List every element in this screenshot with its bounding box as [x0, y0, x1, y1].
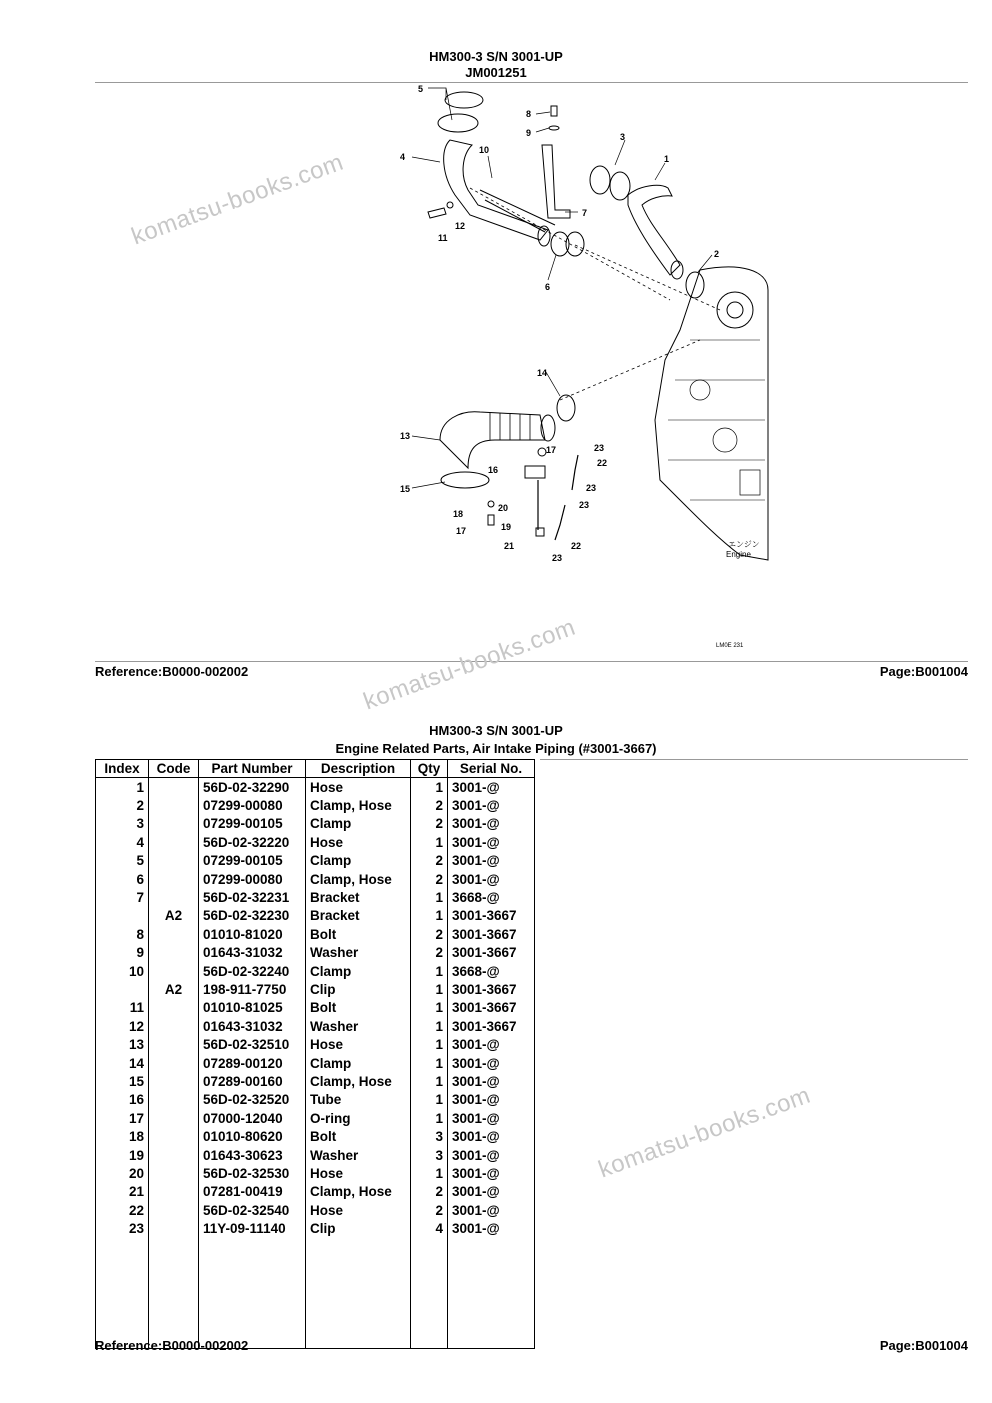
cell-code	[149, 1201, 199, 1219]
cell-serial: 3001-@	[448, 1091, 535, 1109]
clamp-15	[441, 472, 489, 488]
hose-13-ribs	[490, 413, 530, 440]
cell-code	[149, 852, 199, 870]
watermark-2: komatsu-books.com	[360, 613, 580, 716]
cell-description: Bolt	[306, 1127, 411, 1145]
cell-serial: 3001-3667	[448, 1017, 535, 1035]
cell-code	[149, 1183, 199, 1201]
turbo-inlet	[727, 302, 743, 318]
cell-description: Hose	[306, 1201, 411, 1219]
cell-description: Clamp, Hose	[306, 796, 411, 814]
leader-15	[412, 482, 445, 488]
cell-index: 17	[96, 1109, 149, 1127]
callout-1: 1	[664, 154, 670, 164]
cell-index: 8	[96, 925, 149, 943]
watermark-1: komatsu-books.com	[128, 148, 348, 251]
leader-4	[412, 157, 440, 162]
cell-serial: 3001-@	[448, 1146, 535, 1164]
cell-index: 19	[96, 1146, 149, 1164]
cell-index	[96, 980, 149, 998]
table-header-rule	[540, 759, 968, 760]
cell-code	[149, 888, 199, 906]
callout-23c: 23	[579, 500, 590, 510]
cell-qty: 1	[411, 1109, 448, 1127]
table-row	[96, 1054, 535, 1072]
cell-part-number: 56D-02-32530	[199, 1164, 306, 1182]
cell-qty: 1	[411, 1035, 448, 1053]
cell-serial: 3001-@	[448, 1201, 535, 1219]
cell-index: 22	[96, 1201, 149, 1219]
cell-code	[149, 1054, 199, 1072]
cell-description: Clamp	[306, 815, 411, 833]
cell-part-number: 56D-02-32540	[199, 1201, 306, 1219]
cell-index: 21	[96, 1183, 149, 1201]
engine-part-a	[690, 380, 710, 400]
cell-part-number: 56D-02-32231	[199, 888, 306, 906]
callout-17: 17	[546, 445, 557, 455]
cell-part-number: 01643-30623	[199, 1146, 306, 1164]
cell-qty: 2	[411, 796, 448, 814]
cell-description: Clamp, Hose	[306, 1072, 411, 1090]
leader-8	[536, 112, 550, 114]
cell-serial: 3001-@	[448, 778, 535, 797]
cell-part-number: 01010-81020	[199, 925, 306, 943]
callout-4: 4	[400, 152, 406, 162]
filler-cell	[199, 1238, 306, 1349]
callout-8: 8	[526, 109, 532, 119]
cell-qty: 1	[411, 1017, 448, 1035]
exploded-parts-diagram	[0, 0, 992, 660]
table-row	[96, 1109, 535, 1127]
cell-code	[149, 833, 199, 851]
table-row	[96, 962, 535, 980]
filler-cell	[306, 1238, 411, 1349]
cell-description: Hose	[306, 833, 411, 851]
cell-part-number: 07000-12040	[199, 1109, 306, 1127]
engine-part-c	[740, 470, 760, 495]
engine-label: Engine	[726, 550, 751, 559]
cell-part-number: 56D-02-32230	[199, 907, 306, 925]
callout-23a: 23	[594, 443, 605, 453]
cell-qty: 2	[411, 944, 448, 962]
leader-1	[655, 163, 665, 180]
cell-index: 13	[96, 1035, 149, 1053]
cell-description: Washer	[306, 1017, 411, 1035]
cell-part-number: 01010-80620	[199, 1127, 306, 1145]
cell-description: Clamp	[306, 1054, 411, 1072]
callout-20: 19	[501, 522, 512, 532]
cell-qty: 2	[411, 925, 448, 943]
table-row	[96, 944, 535, 962]
table-row	[96, 1201, 535, 1219]
cell-part-number: 56D-02-32240	[199, 962, 306, 980]
table-row	[96, 1146, 535, 1164]
cell-index: 3	[96, 815, 149, 833]
callout-13: 13	[400, 431, 411, 441]
table-header-row	[96, 760, 535, 778]
cell-part-number: 01010-81025	[199, 999, 306, 1017]
cell-code	[149, 778, 199, 797]
table-page-title: HM300-3 S/N 3001-UP	[429, 723, 563, 738]
cell-description: Hose	[306, 1164, 411, 1182]
callout-3: 3	[620, 132, 626, 142]
cell-part-number: 07289-00160	[199, 1072, 306, 1090]
cell-description: Hose	[306, 778, 411, 797]
cell-qty: 2	[411, 1183, 448, 1201]
cell-part-number: 56D-02-32290	[199, 778, 306, 797]
table-row	[96, 852, 535, 870]
filler-cell	[149, 1238, 199, 1349]
cell-part-number: 11Y-09-11140	[199, 1219, 306, 1237]
engine-outline	[655, 267, 768, 560]
col-qty: Qty	[411, 760, 448, 778]
leader-3	[615, 140, 625, 165]
bracket-7-shape	[542, 145, 570, 218]
cell-serial: 3001-3667	[448, 999, 535, 1017]
clamp-21-shape	[536, 528, 544, 536]
callout-14: 14	[537, 368, 548, 378]
table-row	[96, 1091, 535, 1109]
cell-part-number: 07299-00105	[199, 852, 306, 870]
watermark-3: komatsu-books.com	[595, 1081, 815, 1184]
cell-code	[149, 1164, 199, 1182]
table-row	[96, 796, 535, 814]
turbo-housing	[717, 292, 753, 328]
table-row	[96, 980, 535, 998]
cell-index: 12	[96, 1017, 149, 1035]
cell-serial: 3001-@	[448, 1072, 535, 1090]
cell-qty: 1	[411, 888, 448, 906]
callout-21b: 21	[504, 541, 515, 551]
table-row	[96, 778, 535, 797]
cell-part-number: 07299-00105	[199, 815, 306, 833]
cell-qty: 1	[411, 1164, 448, 1182]
cell-serial: 3001-@	[448, 1164, 535, 1182]
cell-description: Clamp, Hose	[306, 870, 411, 888]
cell-part-number: 07299-00080	[199, 796, 306, 814]
cell-part-number: 07299-00080	[199, 870, 306, 888]
cell-description: Tube	[306, 1091, 411, 1109]
col-description: Description	[306, 760, 411, 778]
bolt-8-shape	[551, 106, 557, 116]
cell-part-number: 56D-02-32520	[199, 1091, 306, 1109]
cell-qty: 1	[411, 907, 448, 925]
cell-qty: 1	[411, 1072, 448, 1090]
cell-index: 1	[96, 778, 149, 797]
cell-code: A2	[149, 907, 199, 925]
table-row	[96, 925, 535, 943]
cell-part-number: 198-911-7750	[199, 980, 306, 998]
leader-lower	[560, 340, 700, 400]
drawing-code: LM0E 231	[716, 643, 744, 649]
col-serial: Serial No.	[448, 760, 535, 778]
washer-9-shape	[549, 126, 559, 130]
cell-qty: 1	[411, 962, 448, 980]
cell-index: 11	[96, 999, 149, 1017]
bolt-11-shape	[428, 208, 446, 218]
filler-cell	[448, 1238, 535, 1349]
cell-description: Bolt	[306, 999, 411, 1017]
cell-description: Bracket	[306, 888, 411, 906]
leader-13	[412, 436, 440, 440]
cell-description: Washer	[306, 944, 411, 962]
cell-part-number: 01643-31032	[199, 1017, 306, 1035]
leader-mid	[575, 245, 720, 310]
cell-index: 14	[96, 1054, 149, 1072]
cell-qty: 2	[411, 852, 448, 870]
cell-qty: 1	[411, 980, 448, 998]
clamp-3b	[610, 172, 630, 200]
cell-serial: 3001-@	[448, 852, 535, 870]
engine-detail-lines	[668, 340, 765, 500]
cell-qty: 1	[411, 1054, 448, 1072]
engine-part-b	[713, 428, 737, 452]
leader-upper	[470, 188, 670, 300]
callout-9: 9	[526, 128, 532, 138]
cell-part-number: 56D-02-32510	[199, 1035, 306, 1053]
cell-code	[149, 999, 199, 1017]
table-row	[96, 907, 535, 925]
cell-index: 10	[96, 962, 149, 980]
filler-cell	[96, 1238, 149, 1349]
washer-12-shape	[447, 202, 453, 208]
cell-index: 9	[96, 944, 149, 962]
cell-serial: 3001-3667	[448, 944, 535, 962]
cell-serial: 3001-@	[448, 833, 535, 851]
table-row	[96, 999, 535, 1017]
page-number-2: Page:B001004	[879, 1338, 968, 1353]
cell-code	[149, 815, 199, 833]
cell-index: 7	[96, 888, 149, 906]
callout-19: 18	[453, 509, 464, 519]
table-row	[96, 870, 535, 888]
callout-5: 5	[418, 84, 424, 94]
leader-9	[536, 128, 549, 132]
col-code: Code	[149, 760, 199, 778]
cell-description: Bracket	[306, 907, 411, 925]
cell-description: Clip	[306, 980, 411, 998]
bolt-18-shape	[488, 515, 494, 525]
engine-label-jp: エンジン	[728, 540, 760, 549]
cell-code	[149, 870, 199, 888]
cell-qty: 2	[411, 870, 448, 888]
cell-serial: 3001-@	[448, 1127, 535, 1145]
table-row	[96, 1017, 535, 1035]
hose-1-end	[671, 261, 683, 279]
footer-rule-1	[95, 661, 968, 662]
cell-serial: 3001-@	[448, 1035, 535, 1053]
parts-table	[95, 759, 535, 1349]
table-row	[96, 888, 535, 906]
clamp-3a	[590, 166, 610, 194]
cell-serial: 3001-@	[448, 1183, 535, 1201]
cell-qty: 1	[411, 1091, 448, 1109]
leader-14	[546, 372, 560, 396]
cell-description: Clamp	[306, 852, 411, 870]
cell-serial: 3001-3667	[448, 980, 535, 998]
col-index: Index	[96, 760, 149, 778]
cell-code	[149, 1091, 199, 1109]
cell-description: O-ring	[306, 1109, 411, 1127]
cell-part-number: 01643-31032	[199, 944, 306, 962]
cell-description: Clip	[306, 1219, 411, 1237]
cell-code	[149, 1017, 199, 1035]
cell-serial: 3001-@	[448, 870, 535, 888]
cell-code	[149, 944, 199, 962]
cell-code	[149, 1219, 199, 1237]
cell-code	[149, 1146, 199, 1164]
table-row	[96, 1164, 535, 1182]
cell-serial: 3668-@	[448, 962, 535, 980]
callout-10: 10	[479, 145, 490, 155]
clamp-14	[557, 395, 575, 421]
cell-description: Bolt	[306, 925, 411, 943]
callout-15: 15	[400, 484, 411, 494]
cell-serial: 3001-3667	[448, 925, 535, 943]
cell-qty: 3	[411, 1127, 448, 1145]
cell-qty: 3	[411, 1146, 448, 1164]
cell-description: Clamp, Hose	[306, 1183, 411, 1201]
table-row	[96, 1219, 535, 1237]
cell-code	[149, 1035, 199, 1053]
cell-code	[149, 1127, 199, 1145]
cell-index: 6	[96, 870, 149, 888]
cell-index: 4	[96, 833, 149, 851]
callout-21a: 20	[498, 503, 509, 513]
cell-index	[96, 907, 149, 925]
cell-code	[149, 796, 199, 814]
parts-table-body	[96, 778, 535, 1349]
cell-serial: 3001-@	[448, 815, 535, 833]
callout-22a: 22	[597, 458, 608, 468]
clamp-5a	[438, 114, 478, 132]
callout-18: 17	[456, 526, 467, 536]
cell-qty: 1	[411, 833, 448, 851]
cell-code	[149, 925, 199, 943]
reference-1: Reference:B0000-002002	[95, 664, 249, 679]
callout-23b: 23	[586, 483, 597, 493]
table-filler-row	[96, 1238, 535, 1349]
table-row	[96, 815, 535, 833]
cell-code	[149, 1072, 199, 1090]
cell-index: 15	[96, 1072, 149, 1090]
cell-qty: 1	[411, 999, 448, 1017]
table-row	[96, 1127, 535, 1145]
filler-cell	[411, 1238, 448, 1349]
cell-index: 20	[96, 1164, 149, 1182]
diagram-page-title: HM300-3 S/N 3001-UP	[429, 49, 563, 64]
o-ring-17-shape	[538, 448, 546, 456]
callout-7: 7	[582, 208, 588, 218]
cell-serial: 3001-@	[448, 1054, 535, 1072]
cell-serial: 3668-@	[448, 888, 535, 906]
cell-serial: 3001-@	[448, 796, 535, 814]
cell-index: 5	[96, 852, 149, 870]
callout-6: 6	[545, 282, 551, 292]
page-number-1: Page:B001004	[879, 664, 968, 679]
col-part-number: Part Number	[199, 760, 306, 778]
cell-code: A2	[149, 980, 199, 998]
hose-1-shape	[628, 185, 680, 275]
cell-index: 2	[96, 796, 149, 814]
reference-2: Reference:B0000-002002	[95, 1338, 249, 1353]
table-row	[96, 833, 535, 851]
leader-6	[548, 255, 556, 280]
callout-22b: 22	[571, 541, 582, 551]
table-row	[96, 1035, 535, 1053]
cell-index: 18	[96, 1127, 149, 1145]
callout-2: 2	[714, 249, 720, 259]
cell-index: 16	[96, 1091, 149, 1109]
hose-22b-shape	[555, 505, 565, 540]
cell-serial: 3001-@	[448, 1109, 535, 1127]
cell-code	[149, 1109, 199, 1127]
hose-13-shape	[440, 412, 545, 468]
cell-part-number: 07281-00419	[199, 1183, 306, 1201]
callout-11: 11	[438, 233, 448, 243]
cell-part-number: 56D-02-32220	[199, 833, 306, 851]
table-page-subtitle: Engine Related Parts, Air Intake Piping (#3001-3667)	[335, 741, 657, 756]
cell-description: Washer	[306, 1146, 411, 1164]
table-row	[96, 1183, 535, 1201]
leader-10	[488, 156, 492, 178]
callout-23d: 23	[552, 553, 563, 563]
clamp-5b	[445, 92, 483, 108]
cell-code	[149, 962, 199, 980]
callout-16: 16	[488, 465, 499, 475]
cell-qty: 2	[411, 815, 448, 833]
figure-id: JM001251	[465, 65, 527, 80]
cell-serial: 3001-3667	[448, 907, 535, 925]
cell-qty: 4	[411, 1219, 448, 1237]
cell-index: 23	[96, 1219, 149, 1237]
cell-description: Clamp	[306, 962, 411, 980]
cell-qty: 2	[411, 1201, 448, 1219]
cell-qty: 1	[411, 778, 448, 797]
hose-22a-shape	[572, 455, 578, 490]
callout-12: 12	[455, 221, 466, 231]
cell-description: Hose	[306, 1035, 411, 1053]
cell-serial: 3001-@	[448, 1219, 535, 1237]
table-row	[96, 1072, 535, 1090]
tube-16-shape	[525, 466, 545, 478]
washer-19-shape	[488, 501, 494, 507]
cell-part-number: 07289-00120	[199, 1054, 306, 1072]
